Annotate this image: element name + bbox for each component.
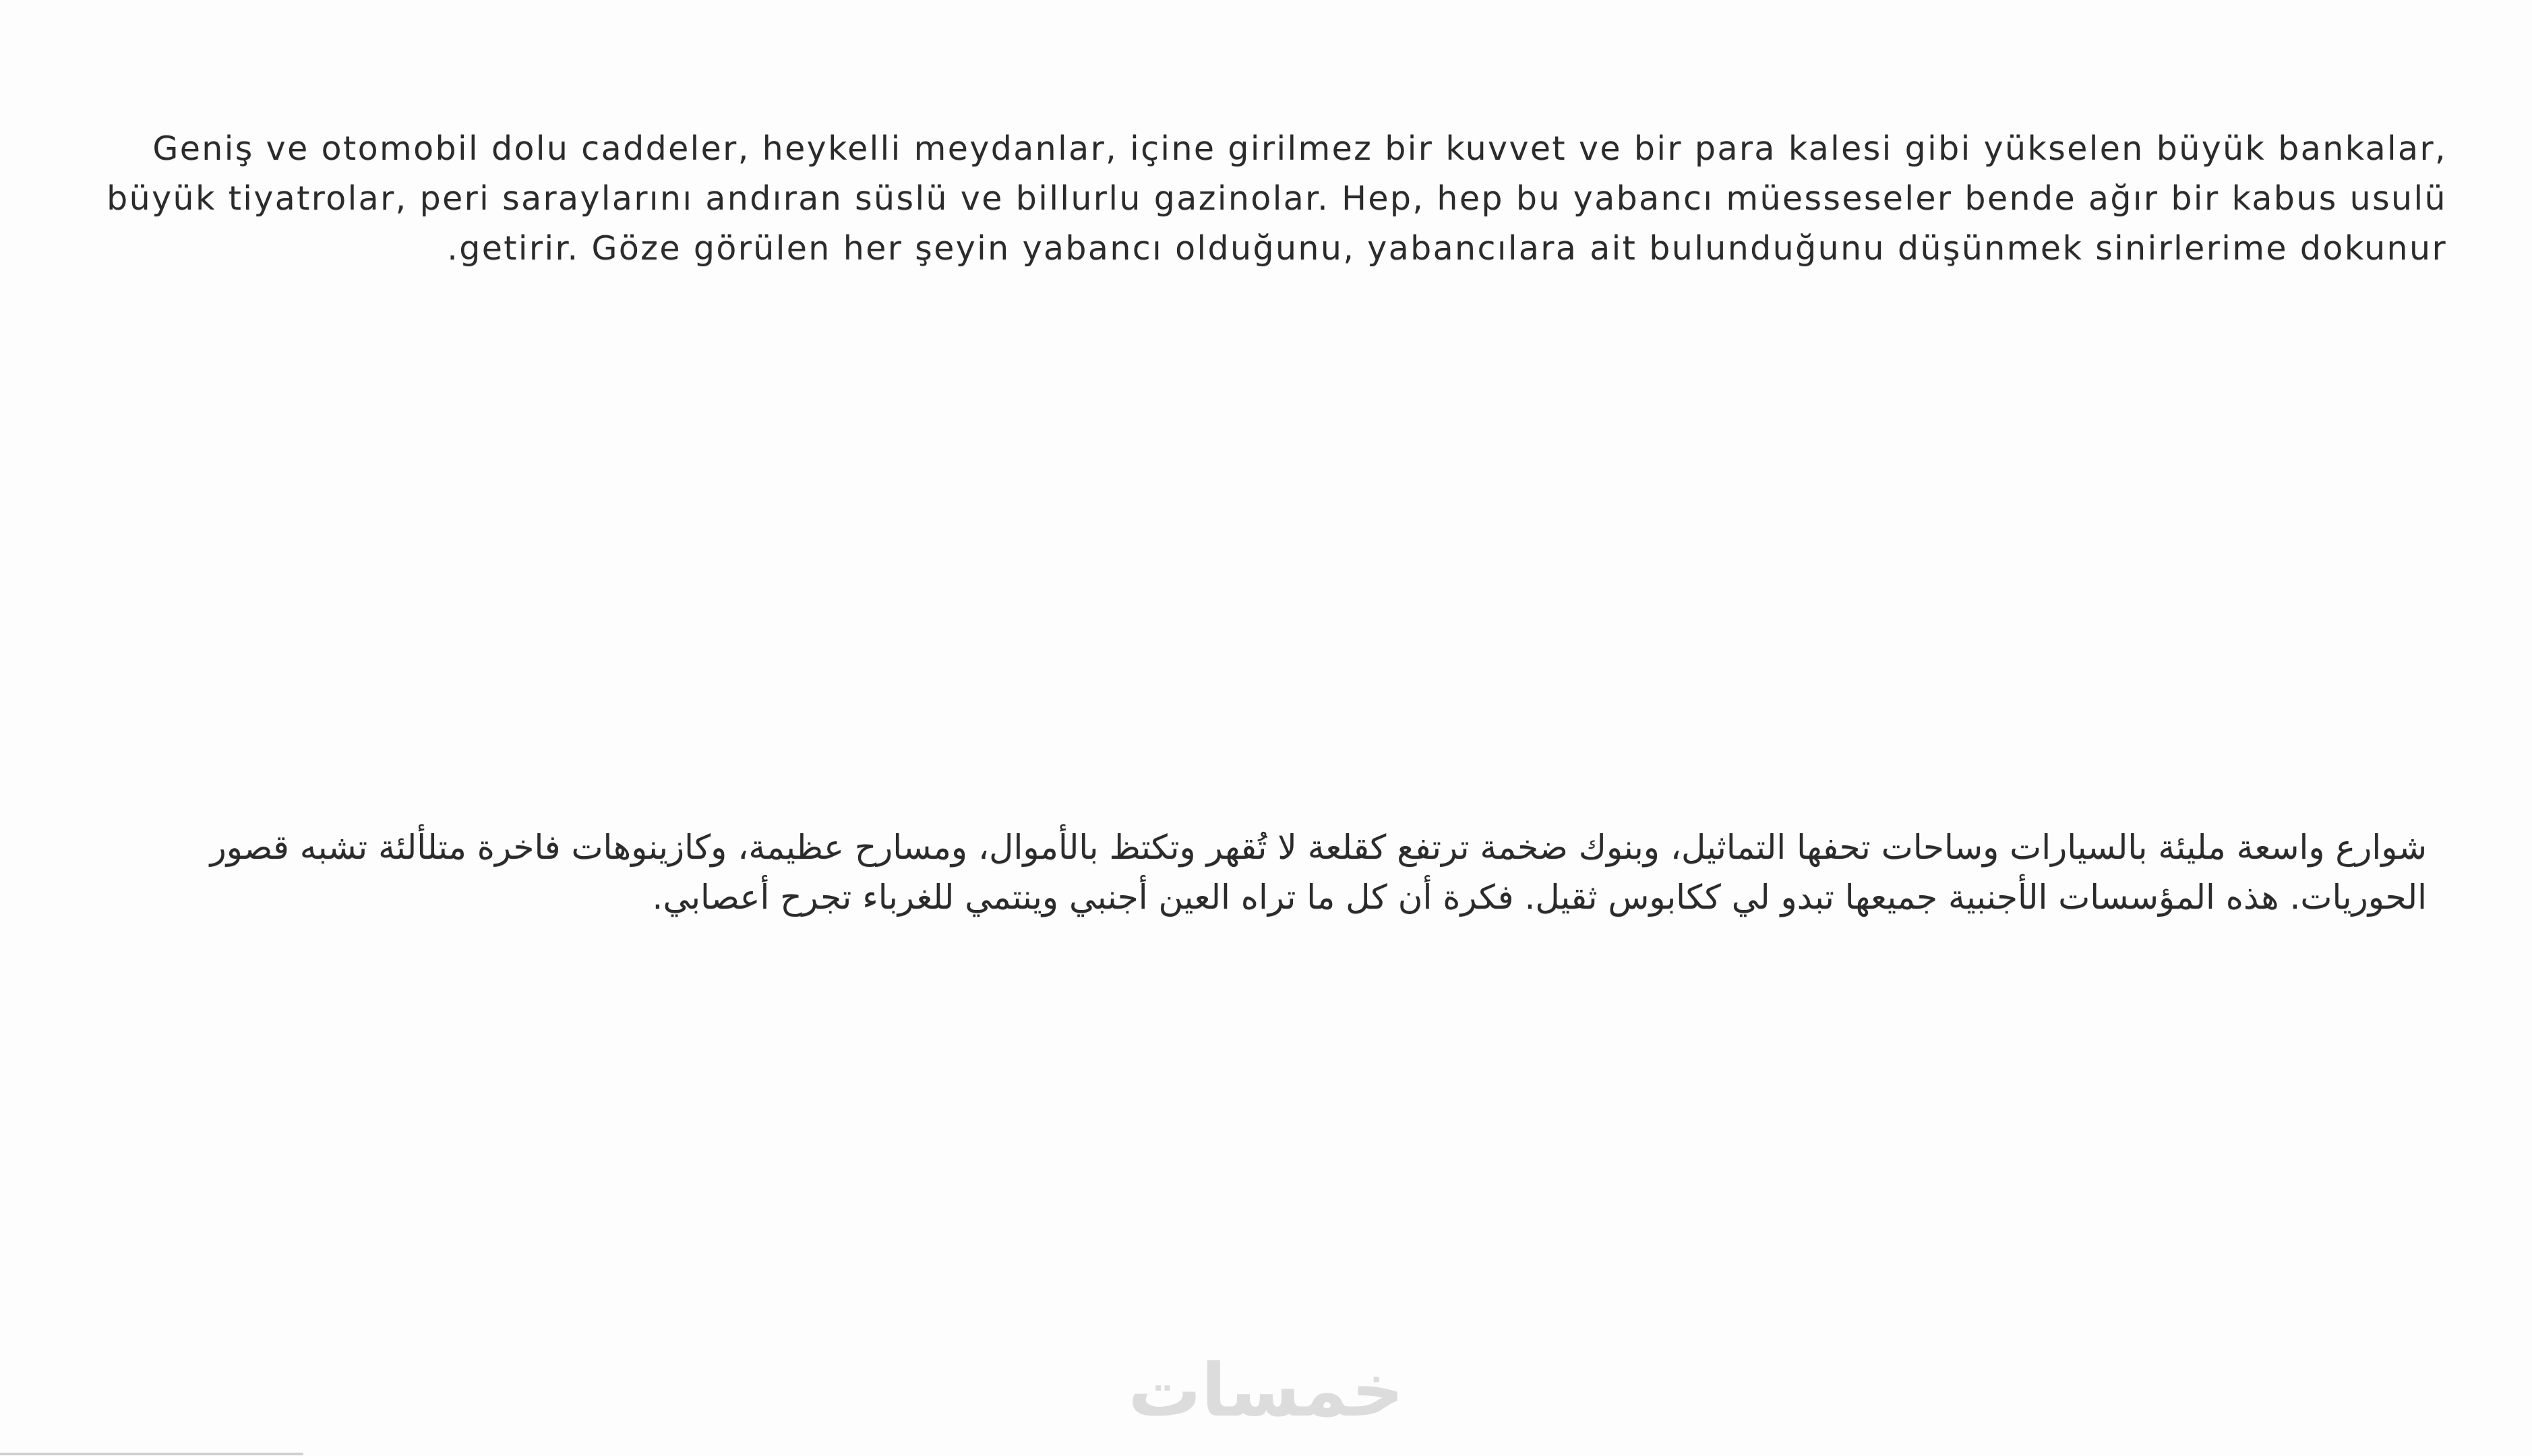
bottom-divider (0, 1453, 303, 1455)
arabic-paragraph: شوارع واسعة مليئة بالسيارات وساحات تحفها التماثيل، وبنوك ضخمة ترتفع كقلعة لا تُقهر وتكتظ بالأموال، ومسارح عظيمة، وكازينوهات فاخرة متلألئة تشبه قصور الحوريات. هذه المؤسسات الأجنبية جميعها تبدو لي ككابوس ثقيل. فكرة أن كل ما تراه العين أجنبي وينتمي للغرباء تجرح أعصابي. (210, 828, 2427, 917)
khamsat-logo-watermark: خمسات (1128, 1349, 1404, 1433)
turkish-paragraph: Geniş ve otomobil dolu caddeler, heykelli meydanlar, içine girilmez bir kuvvet ve bir para kalesi gibi yükselen büyük bankalar, büyük tiyatrolar, peri saraylarını andıran süslü ve billurlu gazinolar. Hep, hep bu yabancı müesseseler bende ağır bir kabus usulü getirir. Göze görülen her şeyin yabancı olduğunu, yabancılara ait bulunduğunu düşünmek sinirlerime dokunur. (107, 129, 2447, 268)
